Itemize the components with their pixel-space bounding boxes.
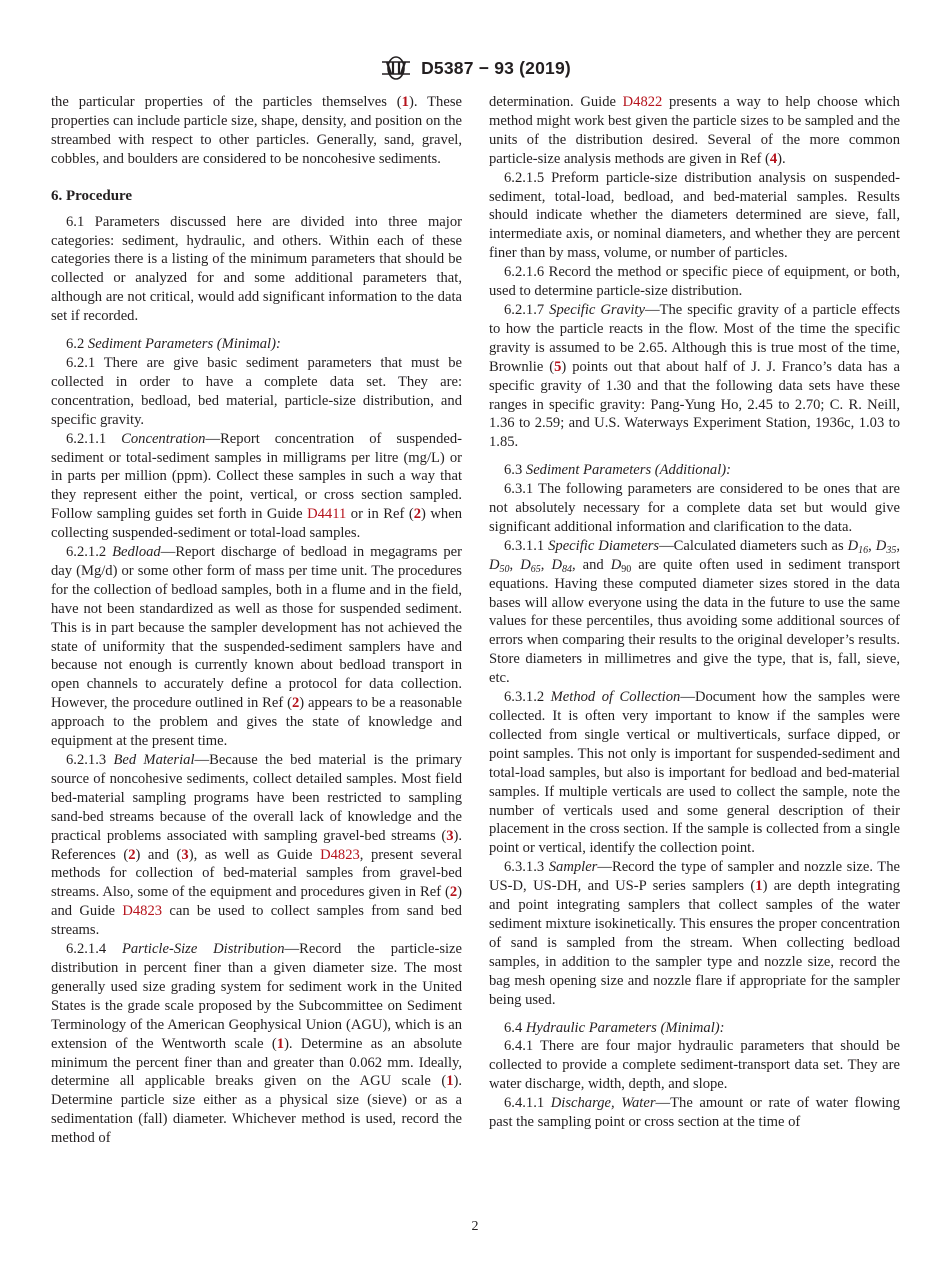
subscript: 35 [886,544,897,556]
reference-link[interactable]: 2 [449,884,458,901]
term-title: Bedload [112,544,161,561]
term-title: Bed Material [113,752,195,768]
term-title: Sampler [548,859,598,876]
section-number: 6.2.1.2 [66,544,113,561]
reference-link[interactable]: 1 [401,94,409,110]
reference-link[interactable]: 2 [413,506,422,523]
text: —The amount or rate of water flowing past the sampling point or cross section at the time of [489,1095,901,1131]
paragraph-6-3-1-2 [489,688,900,858]
text: —Because the bed material is the primary source of noncohesive sediments, collect detailed samples. Most field bed-material sampling programs have been restricted to sampling sand-bed streams because of the overall lack of knowledge and the practical problems associated with sampling gravel-bed streams ( [51,752,462,844]
text: ). These properties can include particle size, shape, density, and position on the streambed with respect to other particles. Generally, sand, gravel, cobbles, and boulders are considered to be noncohesive sediments. [51,94,462,167]
text: —The specific gravity of a particle effects to how the particle reacts in the flow. Most of the time the specific gravity is assumed to be 2.65. Although this is true most of the time, Brownlie ( [489,301,901,375]
text: —Record the particle-size distribution in percent finer than a given diameter size. The most generally used size grading system for sediment work in the United States is the grade scale proposed by the Subcommittee on Sediment Terminology of the American Geophysical Union (AGU), which is an extension of the Wentworth scale ( [51,941,463,1052]
paragraph-6-2-1-1 [51,430,462,543]
paragraph-continuation [489,93,900,169]
reference-link[interactable]: 3 [181,846,189,863]
text: ) and Guide [51,884,462,920]
paragraph-6-1: 6.1 Parameters discussed here are divided into three major categories: sediment, hydraulic, and others. Within each of these categories there is a listing of the minimum parameters that should be collected or analyzed for and some additional parameters that, although are not critical, would add significant information to the data set if recorded. [51,213,462,325]
text: , [509,556,521,573]
text: the particular properties of the particles themselves ( [51,94,402,110]
text: are quite often used in sediment transport equations. Having these computed diameter sizes stored in the data bases will allow everyone using the data in the future to use the same values for these percentiles, thus avoiding some additional sources of errors when comparing their results to the original developer’s results. Store diameters in millimetres and give the type, that is, fall, sieve, etc. [489,556,901,687]
text: ) and ( [135,846,182,863]
document-designation: D5387 − 93 (2019) [421,57,571,78]
paragraph-6-2-1-6: 6.2.1.6 Record the method or specific piece of equipment, or both, used to determine particle-size distribution. [489,264,900,300]
diameter-symbol: D [847,537,859,554]
astm-logo-icon [379,56,413,80]
text: , [896,537,900,554]
diameter-symbol: D [551,556,562,573]
section-number: 6.2.1.4 [66,941,122,958]
section-number: 6.4 [504,1019,526,1036]
text: , [540,556,552,573]
page-header [0,56,950,82]
section-number: 6.4.1.1 [504,1095,551,1112]
text: determination. Guide [489,94,623,110]
reference-link[interactable]: 3 [446,827,454,844]
standard-link-d4411[interactable]: D4411 [307,506,347,523]
paragraph-6-4-1-1 [489,1094,900,1132]
diameter-symbol: D [610,556,622,573]
subscript: 50 [499,563,510,575]
subsection-title: Hydraulic Parameters (Minimal): [525,1019,725,1036]
standard-link-d4823[interactable]: D4823 [122,903,163,920]
text: presents a way to help choose which method might work best given the particle sizes to be sampled and the units of the distribution desired. Several of the more common particle-size analysis methods are given in Ref ( [489,94,900,167]
reference-link[interactable]: 5 [554,358,562,375]
text: , [868,537,876,554]
section-number: 6.2 [66,336,88,353]
section-number: 6.3.1.3 [504,859,549,876]
paragraph-6-2-1-2 [51,543,462,751]
paragraph-6-2-1-5: 6.2.1.5 Preform particle-size distribution analysis on suspended-sediment, total-load, bedload, and bed-material samples. Results should indicate whether the diameters determined are sieve, fall, intermediate axis, or nominal diameters, and whether they are percent finer than by mass, volume, or number of particles. [489,169,900,262]
text: —Calculated diameters such as [659,537,848,554]
diameter-symbol: D [489,556,500,573]
text: ). Determine as an absolute minimum the percent finer than and greater than 0.062 mm. Ideally, determine all applicable breaks given on the AGU scale ( [51,1035,462,1090]
text: , and [571,556,611,573]
paragraph-6-3-1-3 [489,858,900,1009]
right-column [489,93,900,1132]
reference-link[interactable]: 1 [755,878,763,895]
section-number: 6.2.1.7 [504,301,550,318]
standard-link-d4822[interactable]: D4822 [622,94,663,110]
paragraph-6-2-1-3 [51,751,462,940]
left-column-content [51,93,462,1148]
reference-link[interactable]: 4 [769,150,778,167]
text: —Record the type of sampler and nozzle size. The US-D, US-DH, and US-P series samplers ( [489,859,900,895]
text: ) when collecting suspended-sediment or total-load samples. [51,506,462,542]
paragraph-6-2-1: 6.2.1 There are give basic sediment parameters that must be collected in order to have a complete data set. They are: concentration, bedload, bed material, particle-size distribution, and specific gravity. [51,354,462,428]
section-number: 6.2.1.1 [66,430,122,447]
section-number: 6.3 [504,462,526,479]
diameter-symbol: D [520,556,531,573]
paragraph-6-2 [51,335,462,354]
term-title: Particle-Size Distribution [121,941,285,958]
text: —Report discharge of bedload in megagrams per day (Mg/d) or some other form of mass per time unit. The procedures for the collection of bedload samples, both in a flume and in the field, have not been standardized as well as those for suspended sediment. This is in part because the sampler development has not achieved the state of uniformity that the suspended-sediment samplers have and because not enough is currently known about bedload transport in open channels to accurately define a protocol for data collection. However, the procedure outlined in Ref ( [51,544,463,712]
text: ) appears to be a reasonable approach to the problem and gives the state of knowledge and equipment at the present time. [51,695,462,750]
section-number: 6.3.1.2 [504,689,551,706]
paragraph-6-4-1: 6.4.1 There are four major hydraulic parameters that should be collected to provide a complete sediment-transport data set. They are water discharge, width, depth, and slope. [489,1038,900,1093]
paragraph-6-3-1-1 [489,537,900,688]
text: ) are depth integrating and point integrating samplers that collect samples of the water sediment mixture isokinetically. This ensures the proper concentration of sand is sampled from the stream. When collecting bedload samples, in addition to the sampler type and nozzle size, record the bag mesh opening size and nozzle flare if appropriate for the sampler being used. [489,878,900,1008]
subscript: 84 [561,563,572,575]
reference-link[interactable]: 2 [128,846,136,863]
reference-link[interactable]: 1 [446,1073,454,1090]
subsection-title: Sediment Parameters (Additional): [525,462,731,479]
standard-link-d4823[interactable]: D4823 [320,846,360,863]
text: —Report concentration of suspended-sediment or total-sediment samples in milligrams per litre (mg/L) or in parts per million (ppm). Collect these samples in such a way that they represent either the point, vertical, or cross section sampled. Follow sampling guides set forth in Guide [51,430,463,523]
reference-link[interactable]: 1 [276,1035,285,1052]
paragraph-6-4 [489,1019,900,1038]
paragraph-6-2-1-4 [51,940,462,1148]
text: ). [777,150,786,167]
subscript: 65 [530,563,541,575]
section-number: 6.3.1.1 [504,537,549,554]
subsection-title: Sediment Parameters (Minimal): [87,336,281,353]
text: ), as well as Guide [188,846,321,863]
text: ). Determine particle size either as a physical size (sieve) or as a sedimentation (fall) diameter. Whichever method is used, record the method of [51,1073,462,1147]
term-title: Method of Collection [550,689,681,706]
term-title: Concentration [121,430,206,447]
term-title: Specific Diameters [548,537,660,554]
section-heading: 6. Procedure [51,187,133,204]
paragraph-6-3-1: 6.3.1 The following parameters are considered to be ones that are not absolutely necessary for a complete data set but would give significant additional information and clarification to the data. [489,481,900,535]
term-title: Discharge, Water [550,1095,656,1112]
paragraph-6-2-1-7 [489,301,900,452]
page-number: 2 [471,1219,479,1234]
text: or in Ref ( [346,506,414,523]
paragraph-6-3 [489,461,900,480]
text: ). References ( [51,827,462,863]
text: , present several methods for collection of bed-material samples from gravel-bed streams. Also, some of the equipment and procedures given in Ref ( [51,846,463,901]
diameter-symbol: D [875,537,887,554]
paragraph-continuation [51,93,462,169]
reference-link[interactable]: 2 [291,695,300,712]
section-number: 6.2.1.3 [66,752,114,768]
text: —Document how the samples were collected. It is often very important to know if the samples were collected from single vertical or multiverticals, surface dipped, or point samples. This not only is important for suspended-sediment and total-load samples, but also is important for bedload and bed-material samples. If multiple verticals are used to collect the sample, note the number of verticals used and some general description of their placement in the cross section. If the sample is collected from a single point or vertical, identify the collection point. [489,689,901,857]
text: can be used to collect samples from sand bed streams. [51,903,462,939]
term-title: Specific Gravity [549,301,645,318]
subscript: 16 [858,544,869,556]
subscript: 90 [621,563,632,575]
text: ) points out that about half of J. J. Franco’s data has a specific gravity of 1.30 and that the following data sets have these ranges in specific gravity: Pang-Yung Ho, 2.45 to 2.70; C. R. Neill, 1.36 to 2.59; and U.S. Waterways Experiment Station, 1936c, 1.03 to 1.85. [489,358,900,451]
